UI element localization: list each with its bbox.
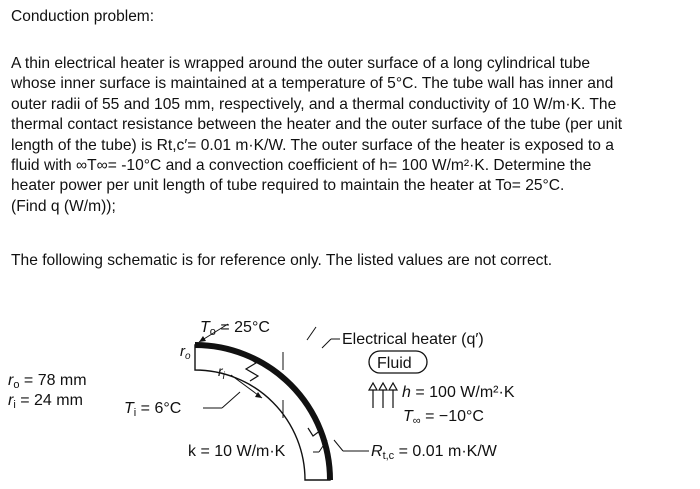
- ti-label: Ti = 6°C: [124, 400, 182, 419]
- fluid-label: Fluid: [377, 355, 412, 372]
- ri-arc-label: $r_i$: [218, 363, 225, 382]
- problem-line: thermal contact resistance between the heater and the outer surface of the tube (per unit: [11, 116, 623, 134]
- problem-line: length of the tube) is Rt,c′= 0.01 m·K/W. The outer surface of the heater is exposed to a: [11, 136, 614, 154]
- problem-line: fluid with ∞T∞= -10°C and a convection coefficient of h= 100 W/m²·K. Determine the: [11, 157, 592, 175]
- problem-line: A thin electrical heater is wrapped around the outer surface of a long cylindrical tube: [11, 55, 591, 72]
- k-label: k = 10 W/m·K: [188, 443, 286, 460]
- heater-label: Electrical heater (q′): [342, 331, 484, 348]
- tube-schematic: [0, 300, 700, 489]
- problem-line: heater power per unit length of tube required to maintain the heater at To= 25°C.: [11, 177, 565, 195]
- schematic-note: The following schematic is for reference only. The listed values are not correct.: [11, 252, 553, 269]
- problem-line: (Find q (W/m));: [11, 197, 116, 215]
- rtc-label: Rt,c = 0.01 m·K/W: [371, 443, 497, 462]
- to-label: To = 25°C: [200, 319, 270, 338]
- ro-value-label: ro = 78 mm: [8, 372, 87, 391]
- tinf-label: T∞ = −10°C: [403, 408, 484, 427]
- problem-line: outer radii of 55 and 105 mm, respectively, and a thermal conductivity of 10 W/m·K. The: [11, 95, 617, 113]
- convection-arrows-icon: [369, 383, 397, 408]
- h-label: h = 100 W/m²·K: [402, 384, 515, 401]
- problem-statement: [11, 54, 693, 217]
- ro-arc-label: $r_o$: [180, 343, 191, 362]
- ri-value-label: ri = 24 mm: [8, 392, 83, 411]
- problem-heading: Conduction problem:: [11, 8, 155, 25]
- problem-line: whose inner surface is maintained at a temperature of 5°C. The tube wall has inner and: [11, 75, 614, 93]
